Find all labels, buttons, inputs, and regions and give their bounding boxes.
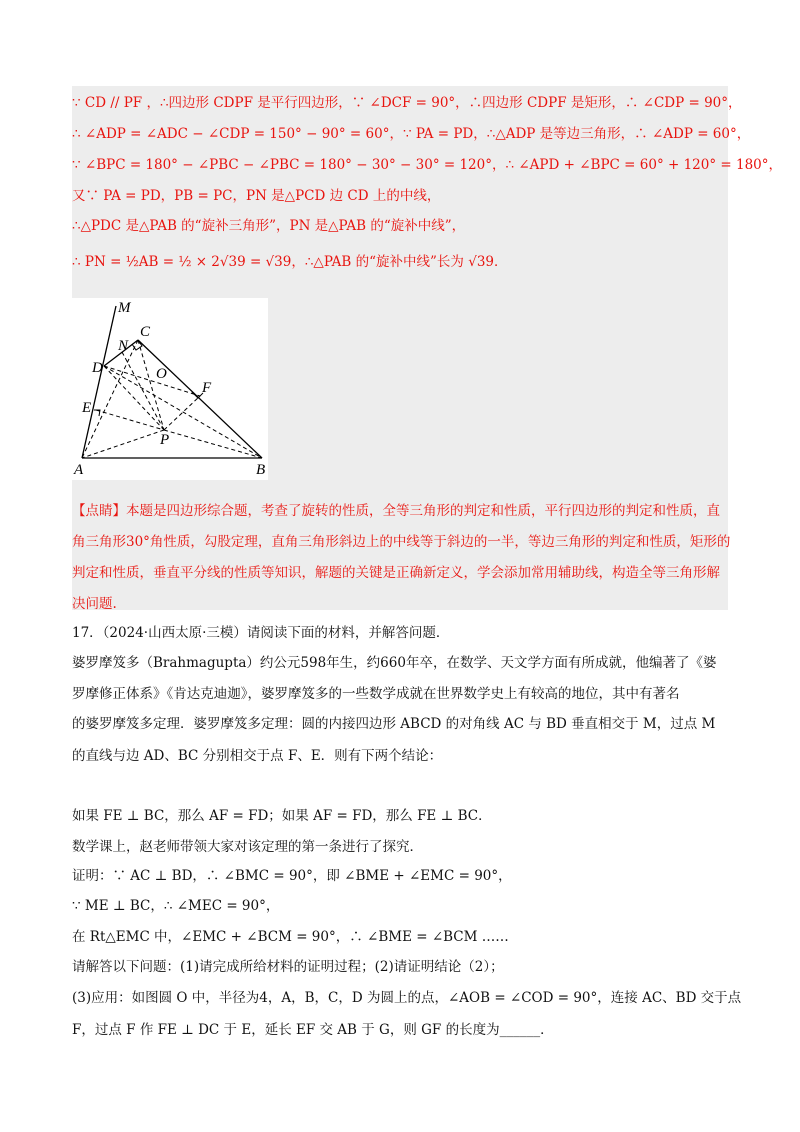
problem-line-6: 如果 FE ⊥ BC，那么 AF = FD；如果 AF = FD，那么 FE ⊥ BC． xyxy=(72,808,492,824)
solution-line-1: ∵ CD // PF ，∴四边形 CDPF 是平行四边形，∵ ∠DCF = 90°，∴四边形 CDPF 是矩形，∴ ∠CDP = 90°， xyxy=(72,95,742,111)
label-o: O xyxy=(156,366,167,382)
solution-line-2: ∴ ∠ADP = ∠ADC − ∠CDP = 150° − 90° = 60°，∵ PA = PD，∴△ADP 是等边三角形，∴ ∠ADP = 60°， xyxy=(72,126,751,142)
label-c: C xyxy=(140,324,151,340)
solution-line-5: ∴△PDC 是△PAB 的“旋补三角形”，PN 是△PAB 的“旋补中线”， xyxy=(72,218,466,234)
solution-line-4: 又∵ PA = PD，PB = PC，PN 是△PCD 边 CD 上的中线， xyxy=(72,188,441,204)
label-d: D xyxy=(92,360,103,376)
problem-line-12: (3)应用：如图圆 O 中，半径为4，A，B，C，D 为圆上的点，∠AOB = ∠COD = 90°，连接 AC、BD 交于点 xyxy=(72,990,742,1006)
problem-line-3: 罗摩修正体系》《肯达克迪迦》，婆罗摩笈多的一些数学成就在世界数学史上有较高的地位，其中有著名 xyxy=(72,686,680,702)
label-e: E xyxy=(82,400,92,416)
key-point-comment: 【点睛】本题是四边形综合题，考查了旋转的性质，全等三角形的判定和性质，平行四边形的判定和性质，直角三角形30°角性质，勾股定理，直角三角形斜边上的中线等于斜边的一半，等边三角形的判定和性质，矩形的判定和性质，垂直平分线的性质等知识，解题的关键是正确新定义，学会添加常用辅助线，构造全等三角形解决问题. xyxy=(72,503,731,612)
problem-line-5: 的直线与边 AD、BC 分别相交于点 F、E．则有下两个结论： xyxy=(72,748,443,764)
solution-line-3: ∵ ∠BPC = 180° − ∠PBC − ∠PBC = 180° − 30° − 30° = 120°，∴ ∠APD + ∠BPC = 60° + 120° = 180°， xyxy=(72,157,783,173)
problem-line-11: 请解答以下问题：(1)请完成所给材料的证明过程；(2)请证明结论（2）； xyxy=(72,959,504,975)
label-m: M xyxy=(118,300,131,316)
geometry-figure xyxy=(72,298,268,480)
label-f: F xyxy=(202,380,212,396)
label-p: P xyxy=(160,432,170,448)
problem-line-2: 婆罗摩笈多（Brahmagupta）约公元598年生，约660年卒，在数学、天文学方面有所成就，他编著了《婆 xyxy=(72,655,717,671)
label-b: B xyxy=(256,462,266,478)
problem-line-1: 17．（2024·山西太原·三模）请阅读下面的材料，并解答问题． xyxy=(72,625,450,641)
problem-line-9: ∵ ME ⊥ BC，∴ ∠MEC = 90°， xyxy=(72,898,280,914)
problem-line-10: 在 Rt△EMC 中，∠EMC + ∠BCM = 90°，∴ ∠BME = ∠BCM …… xyxy=(72,929,509,945)
solution-line-6: ∴ PN = ½AB = ½ × 2√39 = √39，∴△PAB 的“旋补中线”长为 √39． xyxy=(72,254,508,270)
problem-line-8: 证明：∵ AC ⊥ BD，∴ ∠BMC = 90°，即 ∠BME + ∠EMC = 90°， xyxy=(72,868,512,884)
problem-line-13: F，过点 F 作 FE ⊥ DC 于 E，延长 EF 交 AB 于 G，则 GF 的长度为______． xyxy=(72,1022,554,1038)
label-n: N xyxy=(118,338,129,354)
line-ma xyxy=(82,306,116,458)
problem-line-7: 数学课上，赵老师带领大家对该定理的第一条进行了探究． xyxy=(72,839,423,855)
label-a: A xyxy=(74,462,84,478)
problem-line-4: 的婆罗摩笈多定理．婆罗摩笈多定理：圆的内接四边形 ABCD 的对角线 AC 与 BD 垂直相交于 M，过点 M xyxy=(72,716,716,732)
dashed-construction-lines xyxy=(82,340,262,458)
